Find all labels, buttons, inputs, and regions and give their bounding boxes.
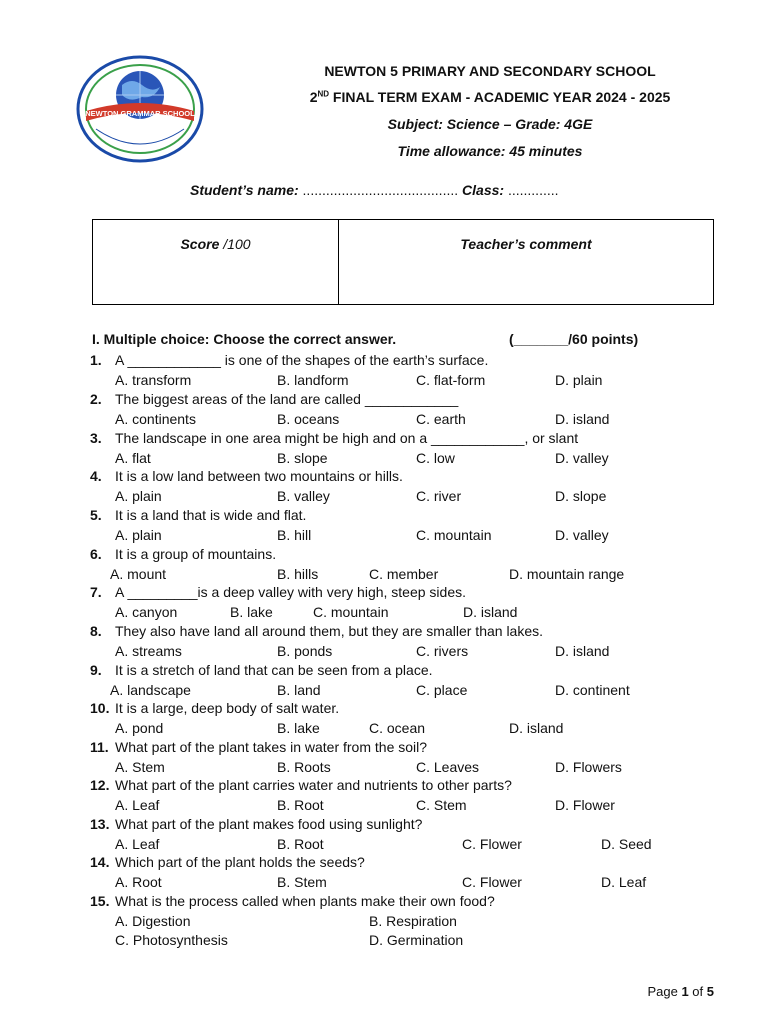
answer-option[interactable]: B. oceans [277,411,340,427]
question-text: What part of the plant carries water and nutrients to other parts? [115,777,512,793]
score-cell: Score /100 [93,220,339,305]
question-number: 11. [90,739,109,755]
question-text: What is the process called when plants make their own food? [115,893,495,909]
exam-title: 2ND FINAL TERM EXAM - ACADEMIC YEAR 2024 - 2025 [309,89,671,105]
answer-option[interactable]: C. flat-form [416,372,486,388]
question-text: It is a low land between two mountains or hills. [115,468,403,484]
question-number: 2. [90,391,102,407]
svg-text:NEWTON GRAMMAR SCHOOL: NEWTON GRAMMAR SCHOOL [85,109,195,118]
answer-option[interactable]: D. valley [555,450,609,466]
score-table [92,219,714,305]
question-number: 4. [90,468,102,484]
question-number: 5. [90,507,102,523]
question-text: A _________is a deep valley with very high, steep sides. [115,584,467,600]
question-number: 6. [90,546,102,562]
answer-option[interactable]: C. Flower [462,836,522,852]
question-number: 15. [90,893,110,909]
answer-option[interactable]: B. hills [277,566,319,582]
question-number: 10. [90,700,110,716]
answer-option[interactable]: A. flat [115,450,151,466]
answer-option[interactable]: B. Root [277,836,324,852]
answer-option[interactable]: A. streams [115,643,182,659]
class-label: Class: [462,182,505,198]
question-text: Which part of the plant holds the seeds? [115,854,365,870]
page-footer: Page 1 of 5 [647,984,714,999]
answer-option[interactable]: B. Stem [277,874,327,890]
answer-option[interactable]: C. river [416,488,462,504]
answer-option[interactable]: A. transform [115,372,192,388]
answer-option[interactable]: C. place [416,682,468,698]
answer-option[interactable]: A. plain [115,527,162,543]
answer-option[interactable]: A. pond [115,720,164,736]
question-text: A ____________ is one of the shapes of the earth’s surface. [115,352,489,368]
answer-option[interactable]: C. earth [416,411,466,427]
answer-option[interactable]: D. island [463,604,518,620]
answer-option[interactable]: B. land [277,682,321,698]
answer-option[interactable]: D. island [555,643,610,659]
time-allowance: Time allowance: 45 minutes [397,143,583,159]
answer-option[interactable]: B. Roots [277,759,331,775]
question-number: 3. [90,430,102,446]
question-number: 1. [90,352,102,368]
answer-option[interactable]: B. slope [277,450,328,466]
answer-option[interactable]: C. ocean [369,720,426,736]
answer-option[interactable]: B. hill [277,527,312,543]
question-number: 9. [90,662,102,678]
section-points: (_______/60 points) [509,331,639,347]
answer-option[interactable]: D. Germination [369,932,464,948]
answer-option[interactable]: D. island [509,720,564,736]
answer-option[interactable]: C. Leaves [416,759,480,775]
answer-option[interactable]: C. mountain [313,604,389,620]
answer-option[interactable]: D. Leaf [601,874,647,890]
question-text: What part of the plant makes food using sunlight? [115,816,423,832]
answer-option[interactable]: C. Photosynthesis [115,932,228,948]
answer-option[interactable]: C. low [416,450,455,466]
answer-option[interactable]: C. Flower [462,874,522,890]
answer-option[interactable]: D. slope [555,488,607,504]
answer-option[interactable]: C. Stem [416,797,467,813]
question-number: 12. [90,777,110,793]
teacher-comment-cell: Teacher’s comment [339,220,714,305]
answer-option[interactable]: A. Leaf [115,836,160,852]
answer-option[interactable]: B. lake [230,604,273,620]
question-number: 14. [90,854,110,870]
question-text: They also have land all around them, but they are smaller than lakes. [115,623,544,639]
student-name-blank[interactable]: ........................................ [298,182,463,198]
class-blank[interactable]: ............. [504,182,559,198]
subject-line: Subject: Science – Grade: 4GE [387,116,593,132]
answer-option[interactable]: B. landform [277,372,349,388]
answer-option[interactable]: B. lake [277,720,320,736]
section-title: I. Multiple choice: Choose the correct answer. (_______/60 points) [92,331,639,347]
answer-option[interactable]: A. mount [110,566,167,582]
answer-option[interactable]: A. Stem [115,759,165,775]
answer-option[interactable]: A. Leaf [115,797,160,813]
question-number: 7. [90,584,102,600]
question-number: 13. [90,816,110,832]
answer-option[interactable]: D. Flower [555,797,615,813]
answer-option[interactable]: A. landscape [110,682,191,698]
answer-option[interactable]: D. island [555,411,610,427]
answer-option[interactable]: A. Root [115,874,162,890]
school-logo [76,55,204,163]
answer-option[interactable]: D. Seed [601,836,652,852]
answer-option[interactable]: A. canyon [115,604,178,620]
answer-option[interactable]: D. mountain range [509,566,625,582]
question-text: It is a group of mountains. [115,546,277,562]
student-name-label: Student’s name: [190,182,299,198]
answer-option[interactable]: A. continents [115,411,196,427]
answer-option[interactable]: C. member [369,566,439,582]
answer-option[interactable]: A. plain [115,488,162,504]
question-text: The biggest areas of the land are called ____________ [115,391,459,407]
answer-option[interactable]: C. mountain [416,527,492,543]
answer-option[interactable]: D. Flowers [555,759,622,775]
answer-option[interactable]: D. valley [555,527,609,543]
answer-option[interactable]: B. Root [277,797,324,813]
question-text: It is a stretch of land that can be seen from a place. [115,662,433,678]
answer-option[interactable]: A. Digestion [115,913,191,929]
answer-option[interactable]: C. rivers [416,643,469,659]
school-name: NEWTON 5 PRIMARY AND SECONDARY SCHOOL [324,63,656,79]
question-text: What part of the plant takes in water from the soil? [115,739,428,755]
answer-option[interactable]: B. valley [277,488,330,504]
question-text: The landscape in one area might be high and on a ____________, or slant [115,430,579,446]
answer-option[interactable]: D. continent [555,682,630,698]
student-info-line [190,182,559,198]
answer-option[interactable]: B. ponds [277,643,333,659]
answer-option[interactable]: B. Respiration [369,913,457,929]
question-text: It is a land that is wide and flat. [115,507,307,523]
question-text: It is a large, deep body of salt water. [115,700,340,716]
question-number: 8. [90,623,102,639]
answer-option[interactable]: D. plain [555,372,603,388]
